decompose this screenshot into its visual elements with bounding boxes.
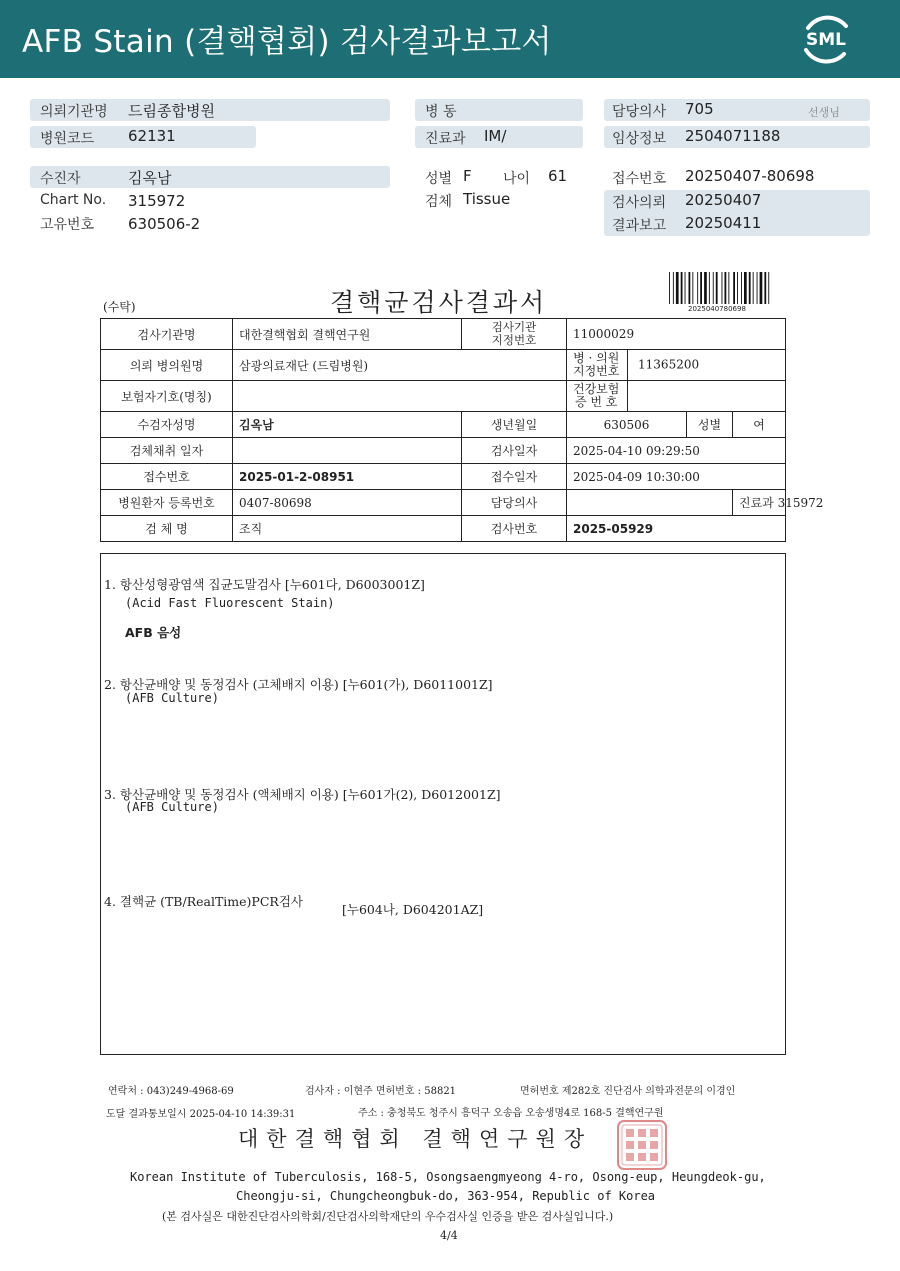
page-title: AFB Stain (결핵협회) 검사결과보고서: [22, 24, 552, 60]
req-code-label: 병 · 의원 지정번호: [573, 351, 620, 378]
doctor-label: 담당의사: [612, 104, 667, 120]
barcode-bar: [741, 272, 742, 304]
dept-value: IM/: [484, 127, 507, 145]
barcode-bar: [728, 272, 729, 304]
barcode-bar: [744, 272, 747, 304]
item-3-title: 3. 항산균배양 및 동정검사 (액체배지 이용) [누601가(2), D6012001Z]: [104, 787, 501, 802]
dept-label: 진료과: [425, 131, 466, 147]
testno-value: 2025-05929: [567, 516, 786, 542]
item-2-title: 2. 항산균배양 및 동정검사 (고체배지 이용) [누601(가), D6011001Z]: [104, 677, 493, 692]
age-label: 나이: [503, 171, 531, 187]
barcode-bar: [700, 272, 702, 304]
barcode-bar: [768, 272, 769, 304]
doc-value: [567, 490, 733, 516]
sex-value-cell: 여: [733, 412, 786, 438]
sex-label-cell: 성별: [687, 412, 733, 438]
barcode-bar: [697, 272, 698, 304]
logo-text: SML: [806, 30, 846, 50]
ward-label: 병 동: [425, 104, 457, 120]
doctor-suffix: 선생님: [808, 106, 840, 119]
name-value: 김옥남: [233, 412, 462, 438]
hosp-code-value: 62131: [128, 127, 176, 145]
req-hosp-value: 삼광의료재단 (드림병원): [233, 350, 567, 381]
barcode: [668, 272, 772, 308]
barcode-bar: [685, 272, 686, 304]
item-1-sub: (Acid Fast Fluorescent Stain): [125, 596, 335, 610]
report-title: 결핵균검사결과서: [330, 288, 548, 317]
barcode-bar: [716, 272, 718, 304]
doctor-value: 705: [685, 100, 714, 118]
org-value: 대한결핵협회 결핵연구원: [233, 319, 462, 350]
barcode-bar: [753, 272, 754, 304]
test-date-label: 검사일자: [462, 438, 567, 464]
health-ins-cell: [567, 381, 786, 412]
barcode-number: 2025040780698: [688, 305, 746, 313]
item-1-title: 1. 항산성형광염색 집균도말검사 [누601다, D6003001Z]: [104, 577, 425, 592]
barcode-bar: [722, 272, 723, 304]
recv-label: 접수일자: [462, 464, 567, 490]
accession-label: 접수번호: [612, 171, 667, 187]
collect-value: [233, 438, 462, 464]
item-3-sub: (AFB Culture): [125, 800, 219, 814]
req-org-label: 의뢰기관명: [40, 104, 108, 120]
barcode-bar: [673, 272, 674, 304]
report-label: 결과보고: [612, 218, 667, 234]
barcode-bar: [764, 272, 766, 304]
uid-value: 630506-2: [128, 215, 201, 233]
req-code-cell: [567, 350, 786, 381]
reg-label: 병원환자 등록번호: [101, 490, 233, 516]
test-date-value: 2025-04-10 09:29:50: [567, 438, 786, 464]
sex-value: F: [463, 167, 472, 185]
barcode-bar: [733, 272, 735, 304]
clinic-label: 임상정보: [612, 131, 667, 147]
address-en-2: Cheongju-si, Chungcheongbuk-do, 363-954, Republic of Korea: [236, 1189, 656, 1203]
chart-value: 315972: [128, 192, 186, 210]
insurer-value: [233, 381, 567, 412]
accession-value: 20250407-80698: [685, 167, 815, 185]
barcode-bar: [676, 272, 679, 304]
item-2-sub: (AFB Culture): [125, 691, 219, 705]
insurer-label: 보험자기호(명칭): [101, 381, 233, 412]
acc-label: 접수번호: [101, 464, 233, 490]
arrival-time: 도달 결과통보일시 2025-04-10 14:39:31: [106, 1109, 296, 1120]
certification-note: (본 검사실은 대한진단검사의학회/진단검사의학재단의 우수검사실 인증을 받은 검사실입니다.): [162, 1210, 614, 1223]
barcode-bar: [749, 272, 751, 304]
institute-name-kr: 대한결핵협회 결핵연구원장: [238, 1127, 593, 1151]
patient-label: 수진자: [40, 171, 81, 187]
address-en-1: Korean Institute of Tuberculosis, 168-5, Osongsaengmyeong 4-ro, Osong-eup, Heungdeok-gu,: [130, 1170, 766, 1184]
barcode-bar: [725, 272, 727, 304]
testno-label: 검사번호: [462, 516, 567, 542]
barcode-bar: [704, 272, 707, 304]
name-label: 수검자성명: [101, 412, 233, 438]
barcode-bar: [669, 272, 670, 304]
specimen-value: Tissue: [463, 190, 511, 208]
clinic-value: 2504071188: [685, 127, 781, 145]
age-value: 61: [548, 167, 568, 185]
dob-label: 생년월일: [462, 412, 567, 438]
license: 면허번호 제282호 진단검사 의학과전문의 이경인: [520, 1086, 736, 1097]
health-ins-label: 건강보험 증 번 호: [573, 382, 620, 409]
address: 주소 : 충청북도 청주시 흥덕구 오송읍 오송생명4로 168-5 결핵연구원: [358, 1108, 664, 1119]
org-label: 검사기관명: [101, 319, 233, 350]
uid-label: 고유번호: [40, 217, 95, 233]
item-1-result: AFB 음성: [125, 625, 182, 640]
collect-label: 검체채취 일자: [101, 438, 233, 464]
hosp-code-label: 병원코드: [40, 131, 95, 147]
copy-mark: (수탁): [103, 300, 136, 314]
specimen-label: 검체: [425, 194, 453, 210]
report-table: [100, 318, 824, 542]
item-4-code: [누604나, D604201AZ]: [342, 902, 484, 917]
barcode-bar: [713, 272, 714, 304]
org-code-label: 검사기관 지정번호: [462, 319, 567, 350]
acc-value: 2025-01-2-08951: [233, 464, 462, 490]
chart-label: Chart No.: [40, 192, 107, 208]
item-4-title: 4. 결핵균 (TB/RealTime)PCR검사: [104, 894, 303, 909]
examiner: 검사자 : 이현주 면허번호 : 58821: [305, 1086, 457, 1097]
req-hosp-label: 의뢰 병의원명: [101, 350, 233, 381]
reg-value: 0407-80698: [233, 490, 462, 516]
doc-label: 담당의사: [462, 490, 567, 516]
spec-value: 조직: [233, 516, 462, 542]
official-seal: [615, 1118, 669, 1172]
request-value: 20250407: [685, 191, 762, 209]
barcode-bar: [681, 272, 683, 304]
page-number: 4/4: [440, 1229, 458, 1242]
barcode-bar: [709, 272, 710, 304]
barcode-bar: [689, 272, 691, 304]
recv-value: 2025-04-09 10:30:00: [567, 464, 786, 490]
sml-logo: [798, 12, 854, 66]
sex-label: 성별: [425, 171, 453, 187]
barcode-bar: [737, 272, 738, 304]
patient-bar: [30, 166, 390, 188]
dept-cell: [733, 490, 824, 516]
req-code-value: 11365200: [638, 357, 700, 372]
dob-value: 630506: [567, 412, 687, 438]
barcode-bar: [757, 272, 758, 304]
contact: 연락처 : 043)249-4968-69: [108, 1086, 234, 1097]
dept-value: 315972: [777, 496, 824, 510]
report-value: 20250411: [685, 214, 762, 232]
barcode-bar: [692, 272, 693, 304]
org-code-value: 11000029: [567, 319, 786, 350]
request-label: 검사의뢰: [612, 195, 667, 211]
dept-label: 진료과: [739, 496, 774, 510]
barcode-bar: [760, 272, 763, 304]
spec-label: 검 체 명: [101, 516, 233, 542]
patient-value: 김옥남: [128, 169, 172, 187]
req-org-value: 드림종합병원: [128, 102, 215, 120]
